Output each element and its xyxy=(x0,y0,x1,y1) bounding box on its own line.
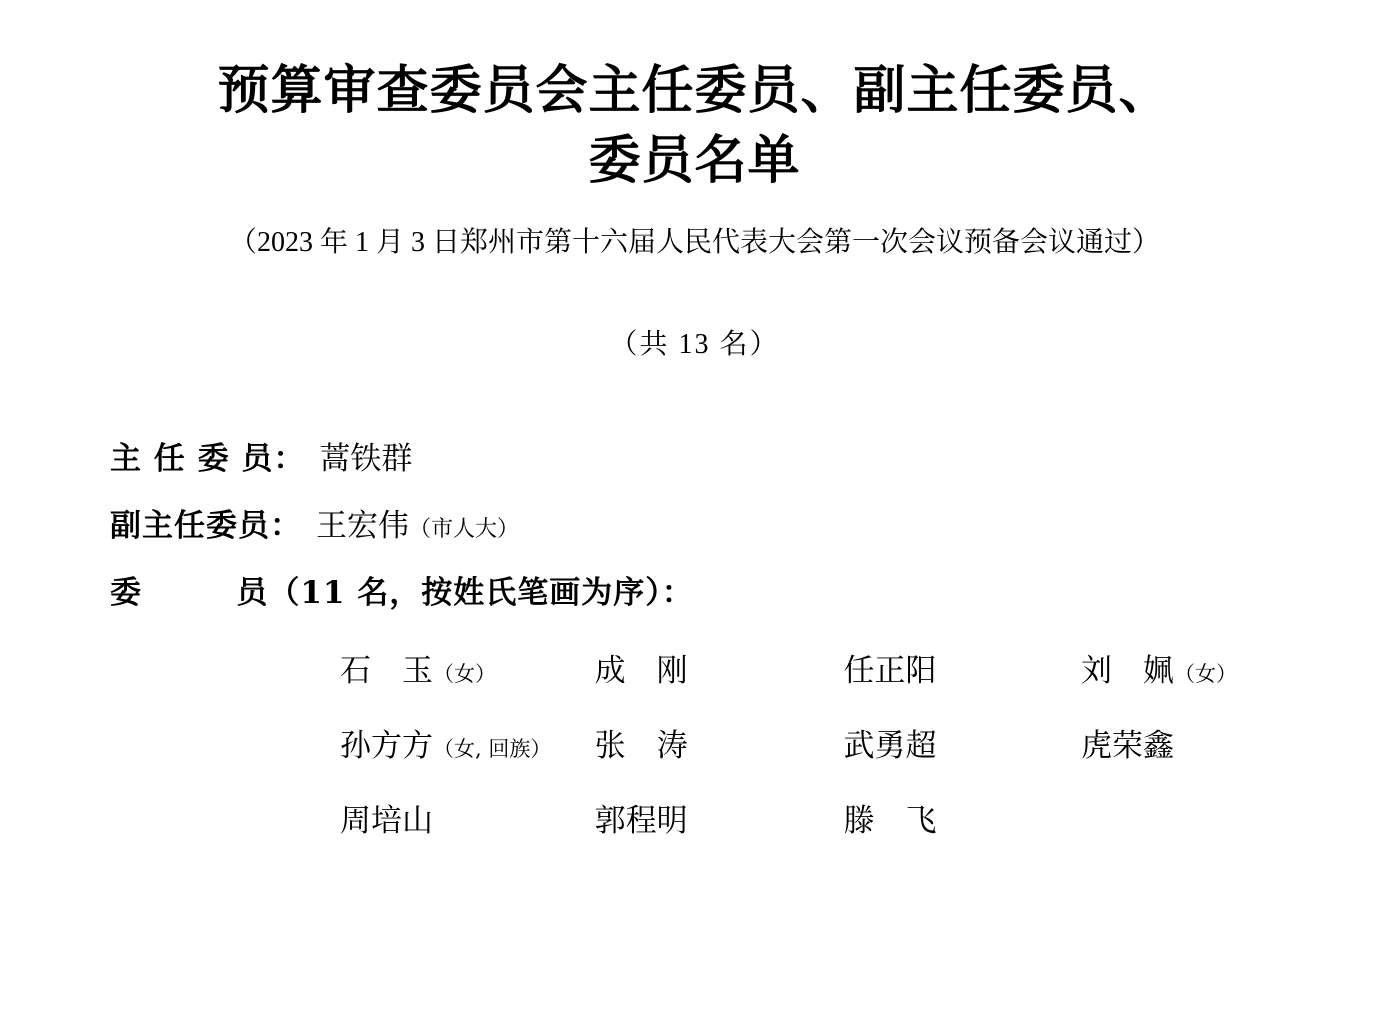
member-name xyxy=(1081,645,1309,690)
member-name-note: （女） xyxy=(433,662,496,687)
member-name-text: 成 刚 xyxy=(594,653,688,690)
member-name xyxy=(340,720,595,765)
title-line-2: 委员名单 xyxy=(588,130,801,192)
members-heading: 委 员（11 名，按姓氏笔画为序）： xyxy=(110,575,694,612)
chairperson-row xyxy=(110,441,1309,478)
member-name xyxy=(340,645,595,690)
member-name xyxy=(340,795,595,840)
member-name xyxy=(595,795,844,840)
member-name xyxy=(1081,720,1309,765)
member-name-text: 虎荣鑫 xyxy=(1081,728,1174,765)
member-name-text: 滕 飞 xyxy=(843,803,937,840)
member-name-note: （女, 回族） xyxy=(433,737,552,762)
title-line-1: 预算审查委员会主任委员、副主任委员、 xyxy=(217,60,1172,121)
vice-chairperson-row xyxy=(110,508,1309,545)
member-name-text: 郭程明 xyxy=(594,803,688,840)
member-name-text: 周培山 xyxy=(340,803,433,840)
member-name xyxy=(844,795,1082,840)
page-title xyxy=(80,0,1309,196)
member-name-note: （女） xyxy=(1174,662,1237,687)
member-name-text: 张 涛 xyxy=(594,728,688,765)
member-name-text: 武勇超 xyxy=(843,728,937,765)
member-row xyxy=(340,720,1309,765)
chairperson-label: 主 任 委 员： xyxy=(110,441,306,478)
member-name xyxy=(844,720,1082,765)
member-row xyxy=(340,645,1309,690)
member-name-text: 孙方方 xyxy=(340,728,433,765)
member-name xyxy=(595,645,844,690)
vice-chairperson-label: 副主任委员： xyxy=(110,508,302,545)
document-subtitle: （2023 年 1 月 3 日郑州市第十六届人民代表大会第一次会议预备会议通过） xyxy=(228,227,1160,259)
member-count-line: （共 13 名） xyxy=(609,329,780,361)
member-name xyxy=(595,720,844,765)
vice-chairperson-name: 王宏伟 xyxy=(316,508,409,545)
chairperson-name: 蒿铁群 xyxy=(319,441,413,478)
member-name-text: 石 玉 xyxy=(340,653,433,690)
vice-chairperson-note: （市人大） xyxy=(409,517,520,543)
roles-section xyxy=(80,441,1309,612)
member-name-grid xyxy=(80,645,1309,840)
members-heading-row xyxy=(110,575,1309,612)
member-row xyxy=(340,795,1309,840)
member-name-text: 刘 姵 xyxy=(1081,653,1174,690)
member-name-text: 任正阳 xyxy=(843,653,937,690)
member-name xyxy=(844,645,1082,690)
